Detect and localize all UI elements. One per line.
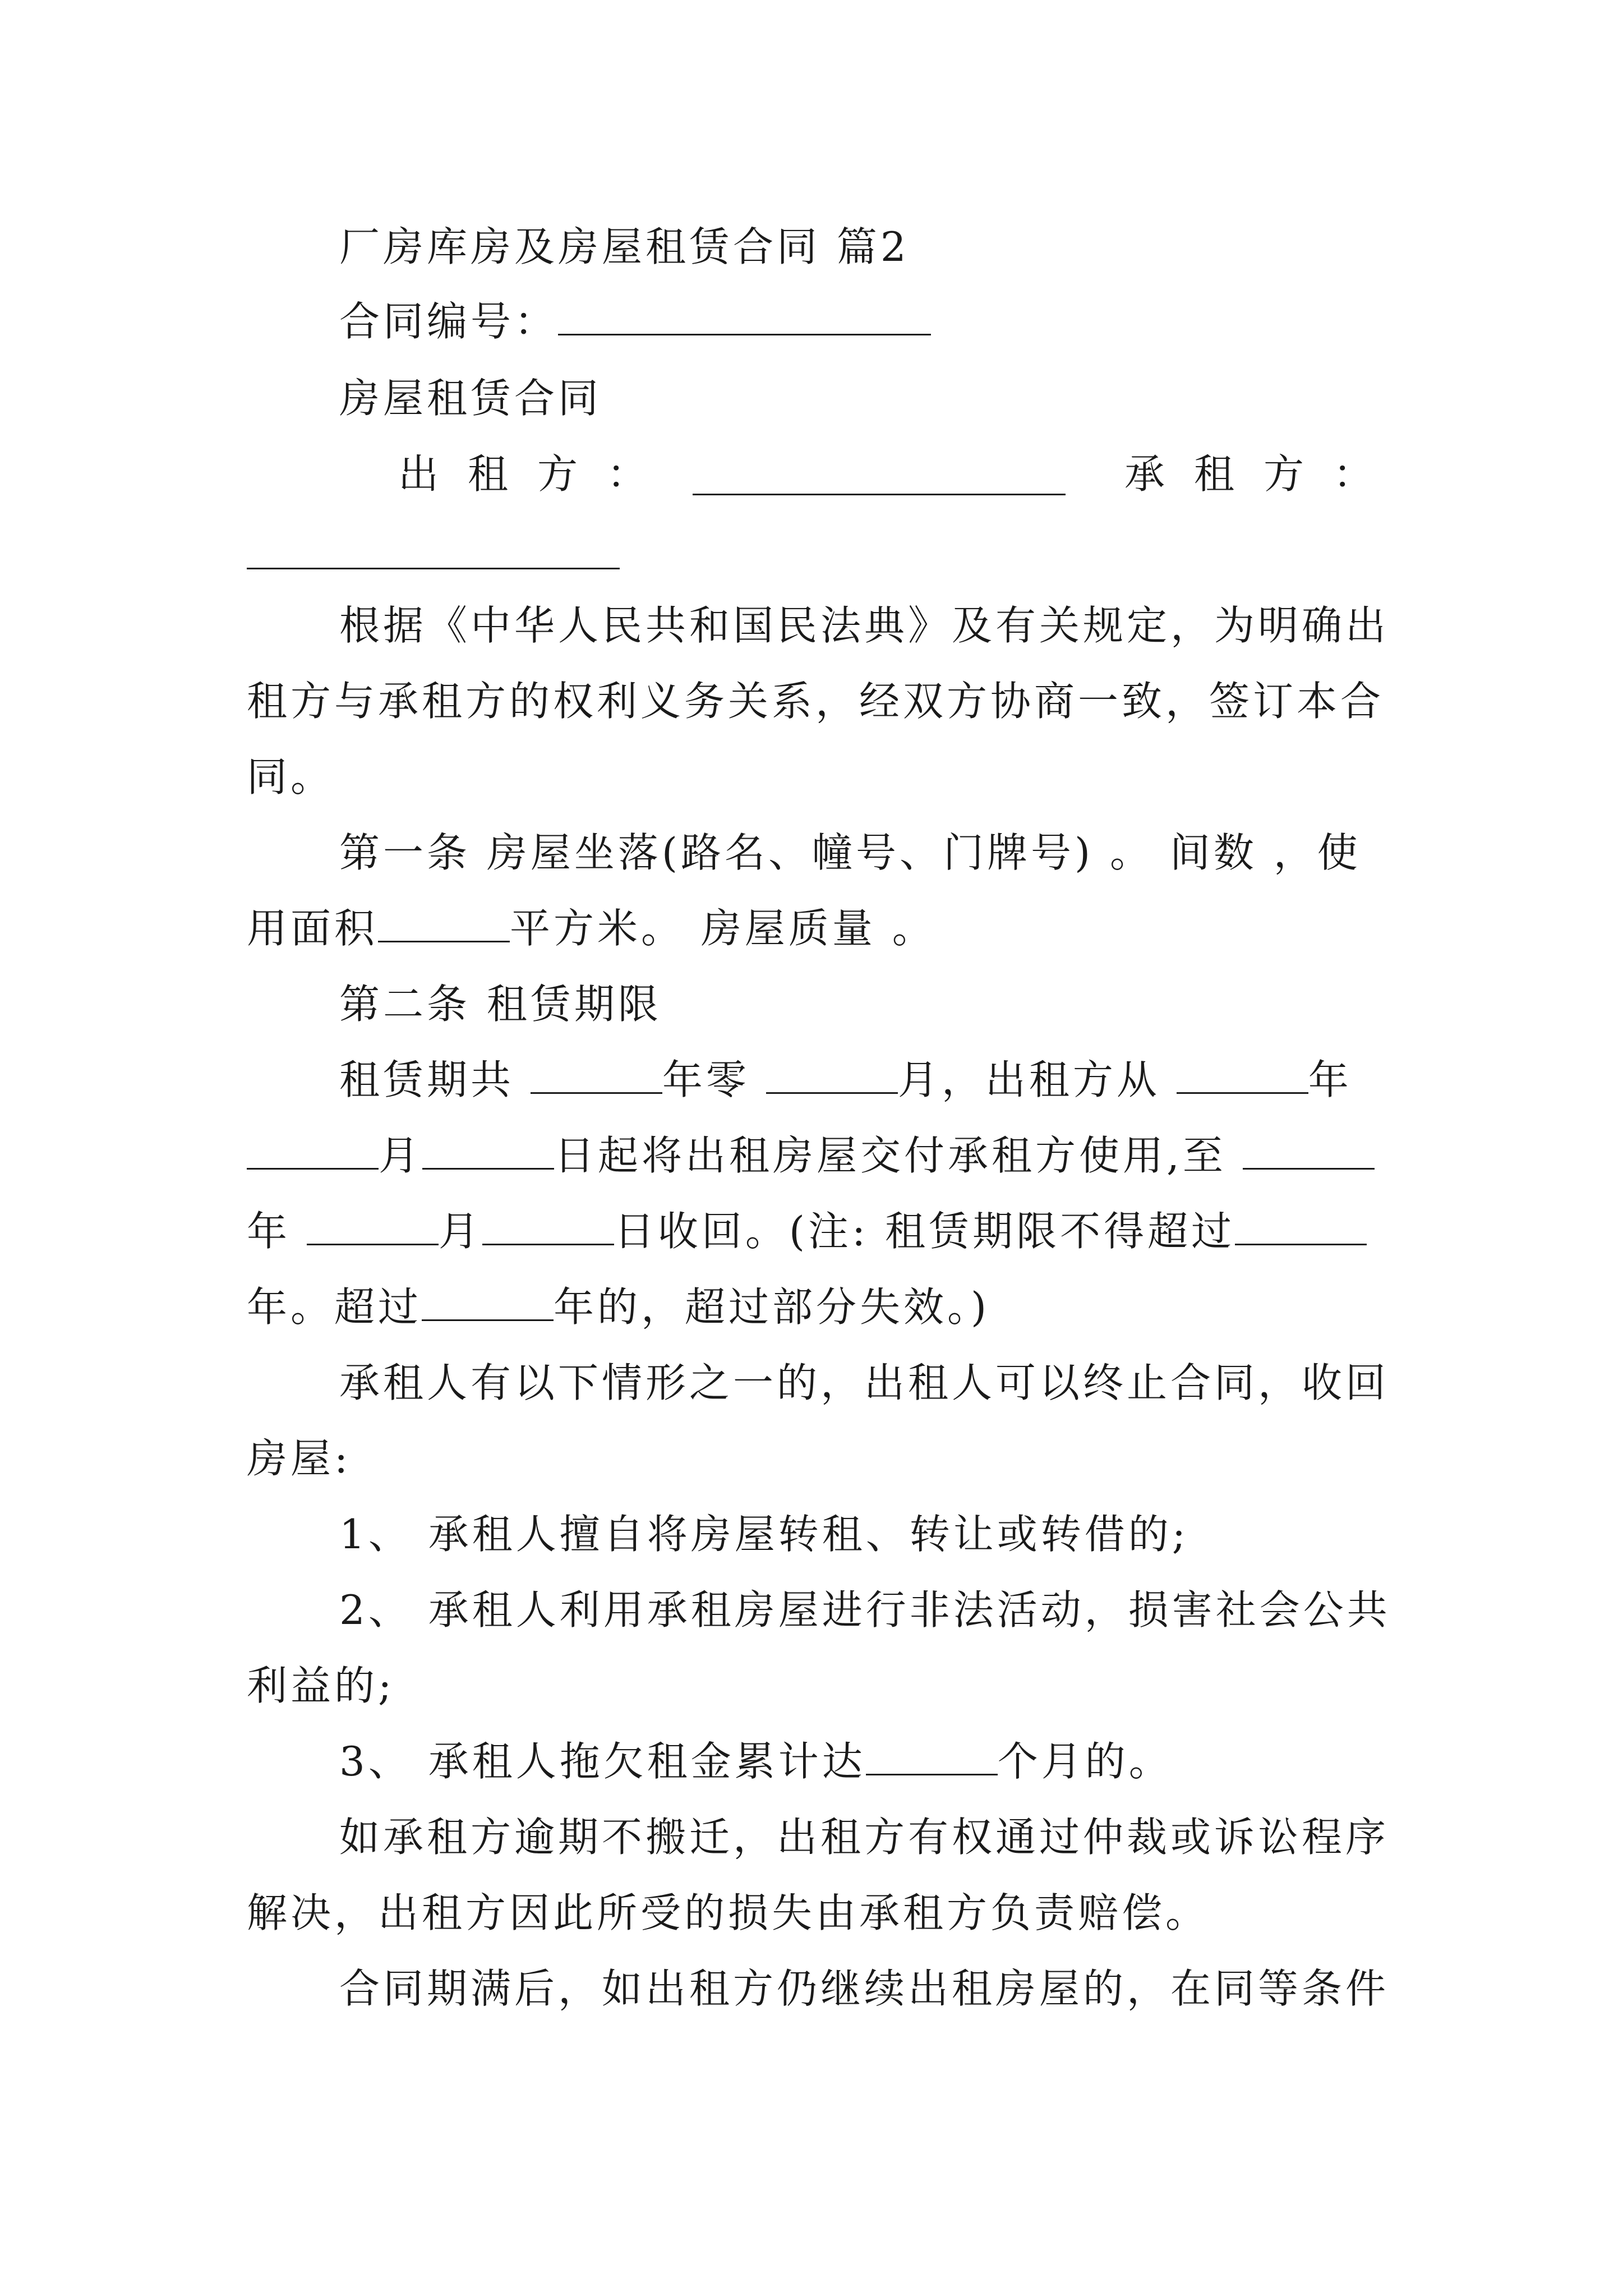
overdue-line-1: 如承租方逾期不搬迁，出租方有权通过仲裁或诉讼程序	[339, 1814, 1390, 1861]
lease-line-1: 租赁期共 年零 月，出租方从 年	[339, 1056, 1352, 1103]
months-blank	[766, 1057, 898, 1094]
lessor-label: 出租方：	[398, 450, 677, 498]
exceed-term-blank	[422, 1285, 554, 1321]
document-title: 厂房库房及房屋租赁合同 篇2	[339, 223, 910, 270]
lessor-blank	[693, 459, 1066, 495]
contract-number-label: 合同编号：	[339, 298, 559, 345]
item-2-line-2: 利益的;	[247, 1662, 395, 1709]
intro-line-1: 根据《中华人民共和国民法典》及有关规定，为明确出	[339, 602, 1390, 649]
lease-line-2: 月 日起将出租房屋交付承租方使用,至	[247, 1130, 1391, 1181]
end-day-blank	[482, 1209, 614, 1245]
article-1-line-1: 第一条 房屋坐落(路名、幢号、门牌号) 。 间数 ，使	[339, 829, 1361, 876]
contract-name: 房屋租赁合同	[339, 375, 602, 422]
area-blank	[378, 906, 510, 942]
overdue-line-2: 解决，出租方因此所受的损失由承租方负责赔偿。	[247, 1889, 1210, 1936]
intro-line-3: 同。	[247, 753, 335, 800]
article-1-line-2: 用面积 平方米。 房屋质量 。	[247, 905, 936, 952]
item-2-line-1: 2、 承租人利用承租房屋进行非法活动，损害社会公共	[339, 1586, 1391, 1634]
terminate-line-1: 承租人有以下情形之一的，出租人可以终止合同，收回	[339, 1359, 1390, 1406]
article-2-title: 第二条 租赁期限	[339, 981, 662, 1028]
start-year-blank	[1177, 1057, 1308, 1094]
start-month-blank	[247, 1133, 379, 1170]
contract-number-blank	[558, 299, 931, 335]
max-term-blank	[1235, 1209, 1367, 1245]
end-year-blank	[1243, 1133, 1375, 1170]
item-1: 1、 承租人擅自将房屋转租、转让或转借的;	[339, 1511, 1189, 1558]
item-3: 3、 承租人拖欠租金累计达 个月的。	[339, 1738, 1173, 1785]
years-blank	[531, 1057, 662, 1094]
end-month-blank	[307, 1209, 439, 1245]
lease-line-3: 年 月 日收回。(注: 租赁期限不得超过	[247, 1206, 1391, 1257]
contract-number-line	[339, 296, 1391, 347]
start-day-blank	[422, 1133, 554, 1170]
lease-line-4: 年。超过 年的，超过部分失效。)	[247, 1283, 990, 1331]
terminate-line-2: 房屋:	[247, 1435, 352, 1482]
lessee-label: 承租方：	[1124, 450, 1403, 498]
intro-line-2: 租方与承租方的权利义务关系，经双方协商一致，签订本合	[247, 678, 1385, 725]
lessee-blank	[247, 533, 620, 569]
arrears-months-blank	[866, 1739, 998, 1775]
expiry-line-1: 合同期满后，如出租方仍继续出租房屋的，在同等条件	[339, 1965, 1390, 2012]
